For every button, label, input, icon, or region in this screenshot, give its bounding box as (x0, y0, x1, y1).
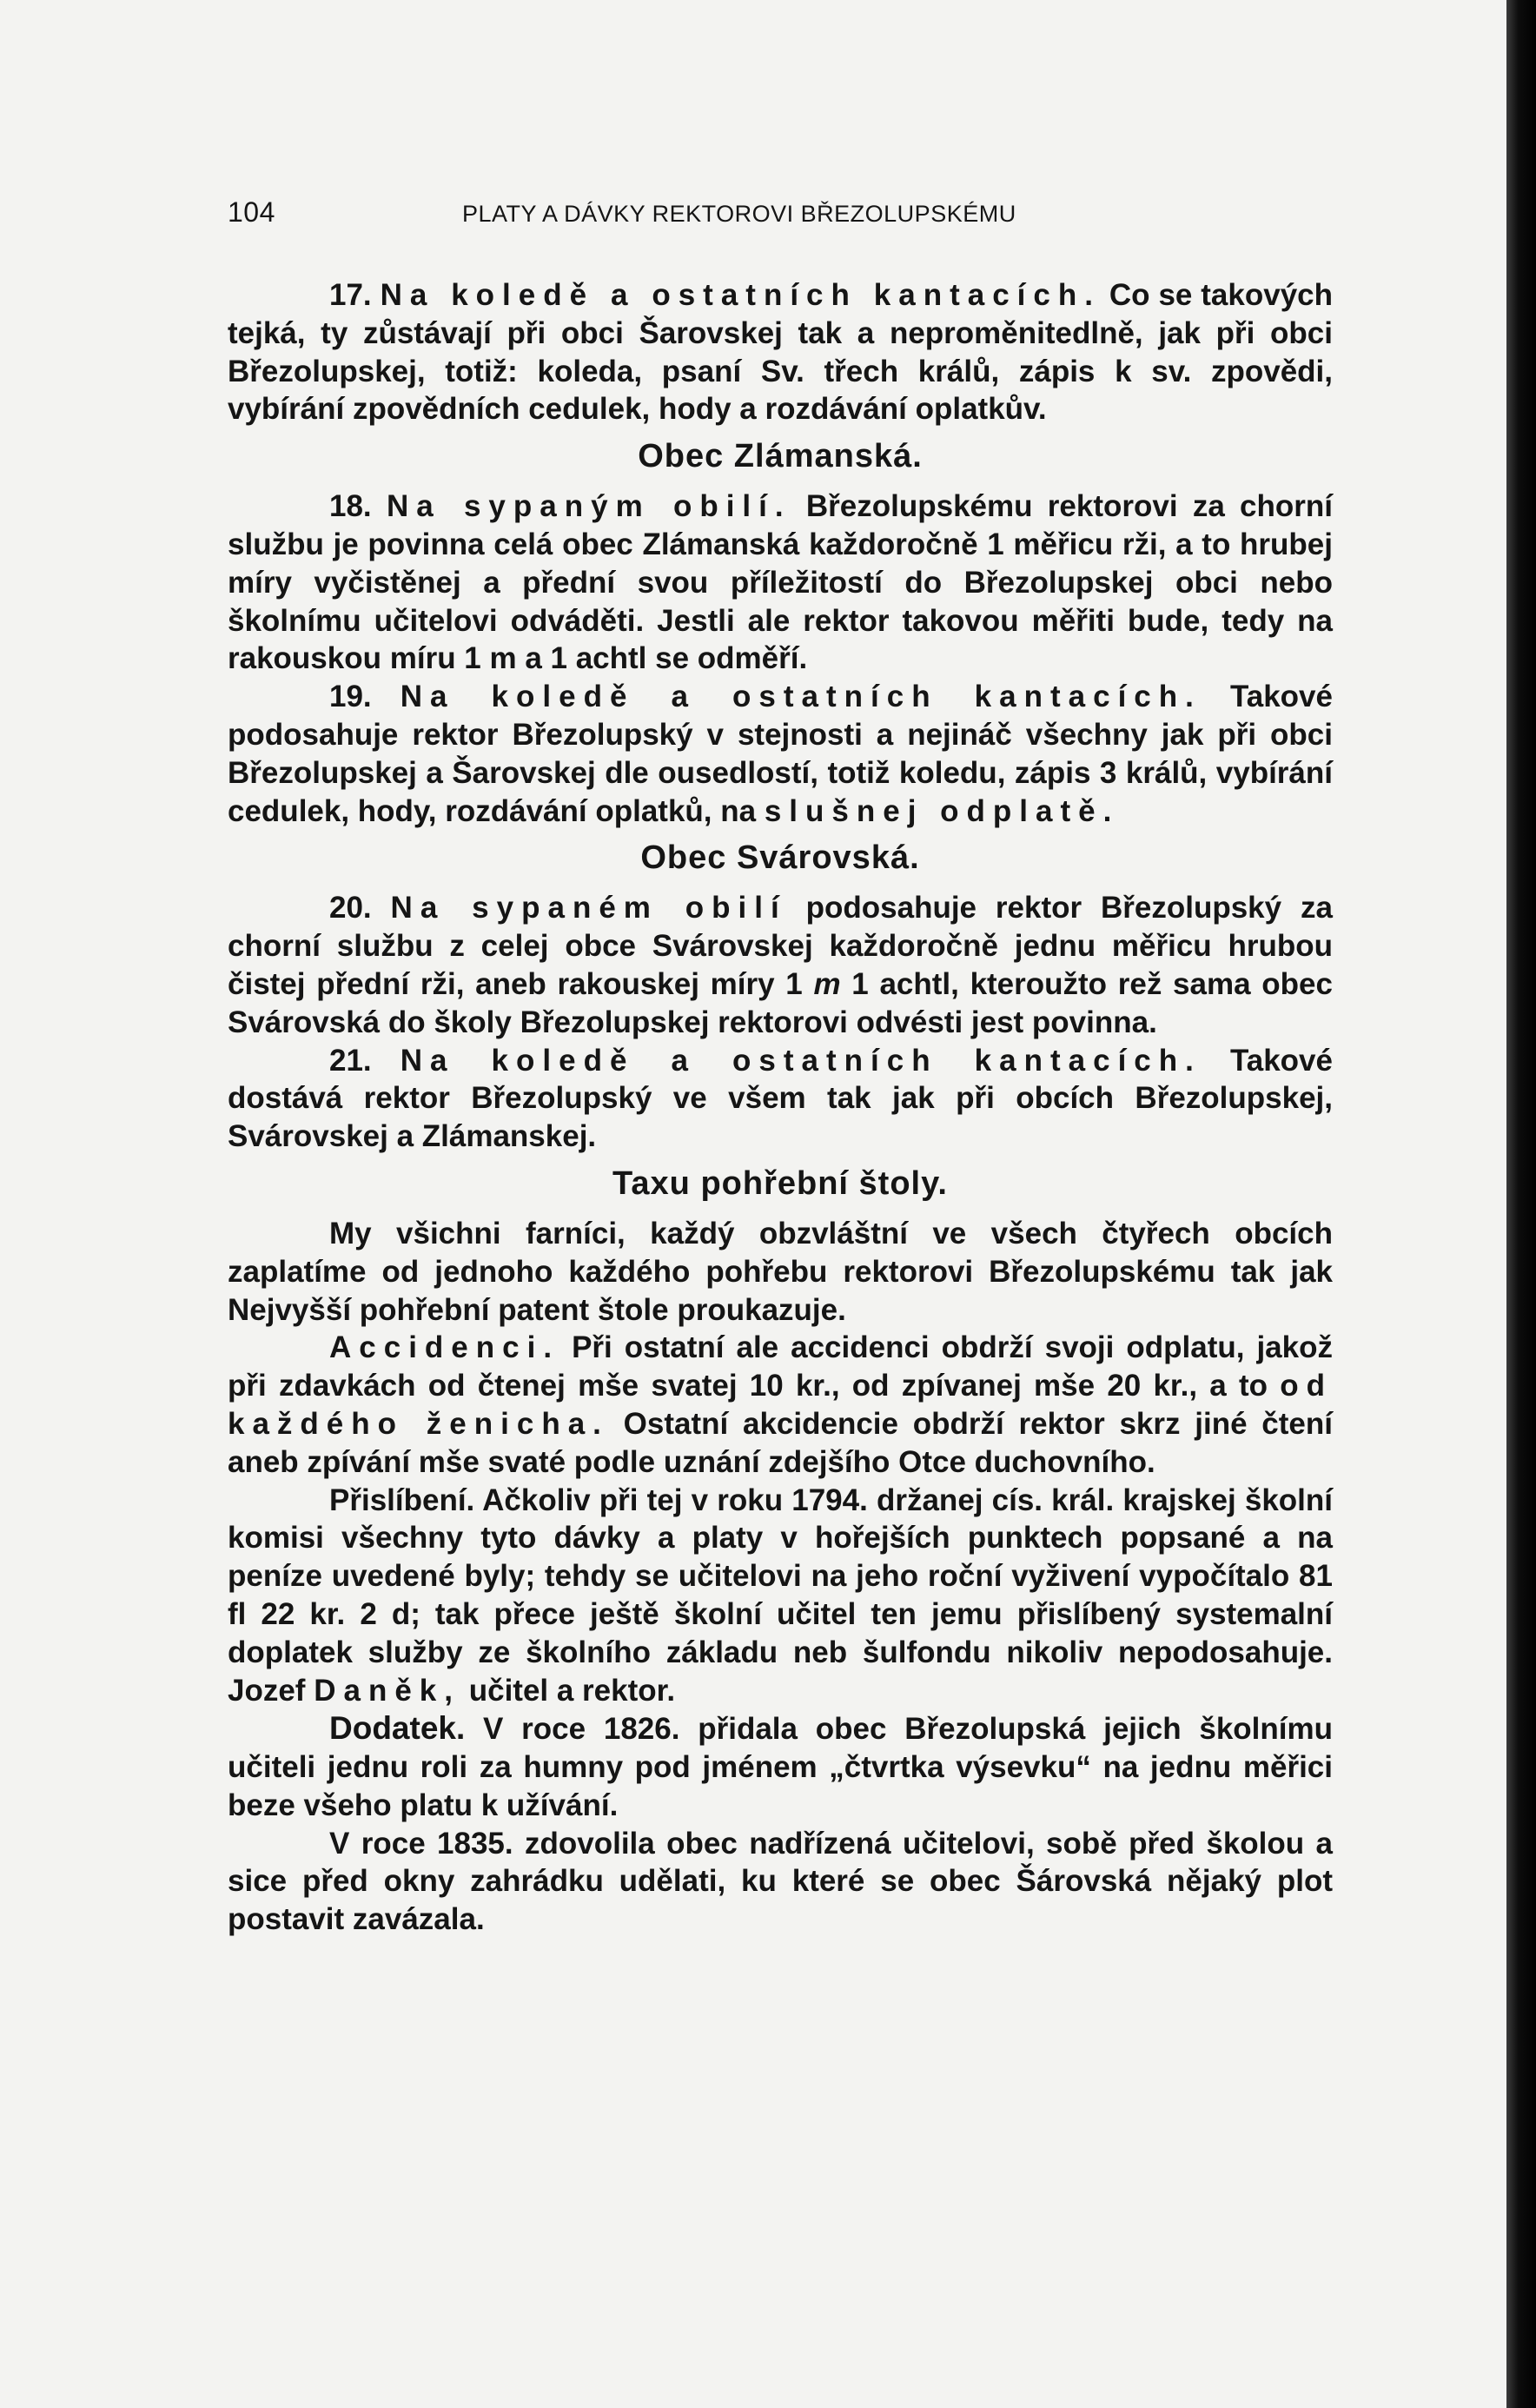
paragraph-lead: Na koledě a ostatních kantacích. (400, 1043, 1202, 1078)
body-text (228, 276, 1333, 1939)
page-edge (1506, 0, 1536, 2408)
paragraph-number: 20. (329, 891, 372, 925)
paragraph-21 (228, 1042, 1333, 1156)
paragraph-text: Co se takových tejká, ty zůstávají při obci Šarovskej tak a neproměnitedlně, jak při obci Březolupskej, totiž: koleda, psaní Sv. třech králů, zápis k sv. zpovědi, vybírání zpovědních cedulek, hody a rozdávání oplatkův. (228, 278, 1334, 427)
paragraph-spaced: od každého ženicha. (228, 1369, 1333, 1441)
paragraph-text: Ačkoliv při tej v roku 1794. držanej cís. král. krajskej školní komisi všechny tyto dávky a platy v hořejších punktech popsané a na peníze uvedené byly; tehdy se učitelovi na jeho roční vyživení vypočítalo 81 fl 22 kr. 2 d; tak přece ještě školní učitel ten jemu přislíbený systemalní doplatek služby ze školního základu neb šulfondu nikoliv nepodosahuje. Jozef (228, 1483, 1333, 1708)
paragraph-19 (228, 678, 1333, 830)
paragraph-prislibeni (228, 1482, 1333, 1710)
paragraph-lead: Na koledě a ostatních kantacích. (380, 278, 1101, 312)
paragraph-lead: Accidenci. (329, 1330, 560, 1365)
page-number: 104 (228, 196, 275, 228)
paragraph-text: Ostatní akcidencie obdrží rektor skrz jiné čtení aneb zpívání mše svaté podle uznání zdejšího Otce duchovního. (228, 1406, 1333, 1479)
paragraph-lead: Na sypaným obilí. (386, 489, 791, 524)
paragraph-lead: Dodatek. (329, 1710, 466, 1747)
paragraph-text: Při ostatní ale accidenci obdrží svoji odplatu, jakož při zdavkách od čtenej mše svatej 10 kr., od zpívanej mše 20 kr., a to (228, 1330, 1333, 1403)
paragraph-text: 1 achtl, kteroužto rež sama obec Svárovská do školy Březolupskej rektorovi odvésti jest povinna. (228, 966, 1333, 1039)
running-title: PLATY A DÁVKY REKTOROVI BŘEZOLUPSKÉMU (462, 201, 1016, 227)
paragraph-number: 19. (329, 680, 372, 714)
paragraph-text: Takové podosahuje rektor Březolupský v stejnosti a nejináč všechny jak při obci Březolupskej a Šarovskej dle ousedlostí, totiž koledu, zápis 3 králů, vybírání cedulek, hody, rozdávání oplatků, na (228, 680, 1333, 828)
paragraph-lead: Na koledě a ostatních kantacích. (400, 680, 1202, 714)
heading-taxa: Taxu pohřební štoly. (612, 1164, 948, 1202)
paragraph-my: My všichni farníci, každý obzvláštní ve všech čtyřech obcích zaplatíme od jednoho každého pohřebu rektorovi Březolupskému tak jak Nejvyšší pohřební patent štole proukazuje. (228, 1216, 1333, 1327)
paragraph-text: Takové dostává rektor Březolupský ve všem tak jak při obcích Březolupskej, Svárovskej a Zlámanskej. (228, 1043, 1333, 1154)
paragraph-text: Březolupskému rektorovi za chorní službu je povinna celá obec Zlámanská každoročně 1 měřicu rži, a to hrubej míry vyčistěnej a přední svou příležitostí do Březolupskej obci nebo školnímu učitelovi odváděti. Jestli ale rektor takovou měřiti bude, tedy na rakouskou míru 1 m a 1 achtl se odměří. (228, 489, 1333, 676)
paragraph-20 (228, 889, 1333, 1041)
heading-obec-zlamanska: Obec Zlámanská. (638, 438, 923, 475)
paragraph-text: V roce 1826. přidala obec Březolupská jejich školnímu učiteli jednu roli za humny pod jménem „čtvrtka výsevku“ na jednu měřici beze všeho platu k užívání. (228, 1712, 1333, 1822)
paragraph-lead: Přislíbení. (329, 1483, 475, 1517)
author-name: Daněk, (314, 1673, 460, 1708)
paragraph-dodatek (228, 1709, 1333, 1824)
paragraph-text: učitel a rektor. (468, 1673, 676, 1708)
paragraph-number: 21. (329, 1043, 372, 1078)
paragraph-18 (228, 488, 1333, 678)
paragraph-tail: slušnej odplatě. (764, 793, 1120, 828)
paragraph-17 (228, 276, 1333, 428)
paragraph-number: 18. (329, 489, 372, 524)
paragraph-lead: Na sypaném obilí (390, 891, 787, 925)
paragraph-1835: V roce 1835. zdovolila obec nadřízená učitelovi, sobě před školou a sice před okny zahrádku udělati, ku které se obec Šárovská nějaký plot postavit zavázala. (228, 1826, 1333, 1937)
unit-italic: m (813, 966, 841, 1001)
paragraph-number: 17. (329, 278, 372, 312)
heading-obec-svarovska: Obec Svárovská. (640, 839, 920, 877)
running-header (228, 196, 1105, 229)
paragraph-accidenci (228, 1329, 1333, 1481)
paragraph-text: podosahuje rektor Březolupský za chorní službu z celej obce Svárovskej každoročně jednu měřicu hrubou čistej přední rži, aneb rakouskej míry 1 (228, 891, 1333, 1001)
